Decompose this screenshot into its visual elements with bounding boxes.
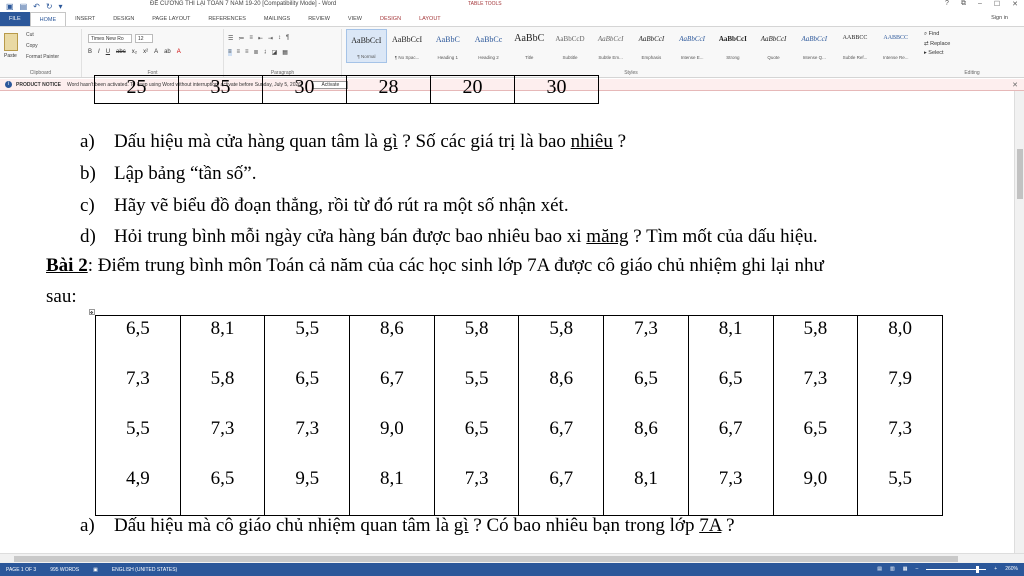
style-name: Subtle Ref... (842, 55, 868, 60)
editing-label: Editing (964, 70, 980, 76)
font-format-row (88, 49, 181, 55)
style-name: Title (525, 55, 534, 60)
paragraph-row-2 (228, 49, 288, 56)
style-name: Subtitle (562, 55, 578, 60)
table-row (96, 316, 943, 366)
pilcrow-icon[interactable]: ¶ (285, 35, 290, 41)
table-cell[interactable]: 30 (515, 76, 599, 104)
proofing-icon[interactable]: ▣ (93, 566, 98, 573)
table-cell[interactable]: 8,1 (180, 316, 265, 366)
paragraph-row-1 (228, 35, 289, 42)
style-intense-emphasis[interactable] (672, 29, 713, 63)
table-cell[interactable]: 6,7 (350, 366, 435, 416)
multilevel-icon[interactable]: ≡ (249, 35, 253, 41)
text-run: : Điểm trung bình môn Toán cả năm của các học sinh lớp 7A được cô giáo chủ nhiệm ghi lại như (87, 255, 824, 276)
italic-icon[interactable]: I (98, 49, 100, 55)
styles-label: Styles (624, 70, 638, 76)
tab-table-layout[interactable]: LAYOUT (419, 16, 441, 22)
style-sample: AaBbCcI (638, 35, 665, 43)
text-run: măng (586, 226, 629, 247)
style-title[interactable] (509, 29, 550, 63)
text-effects-icon[interactable]: A (154, 49, 159, 55)
tab-view[interactable]: VIEW (347, 16, 362, 22)
style-heading-2[interactable] (468, 29, 509, 63)
tab-table-design[interactable]: DESIGN (379, 16, 402, 22)
vertical-scroll-thumb[interactable] (1017, 149, 1023, 199)
editing-group (924, 31, 1020, 59)
table-row (96, 366, 943, 416)
table-cell[interactable]: 6,5 (96, 316, 181, 366)
list-label: c) (80, 195, 95, 216)
text-run: ? Số các giá trị là bao (397, 131, 571, 152)
tab-file[interactable]: FILE (0, 12, 30, 26)
table-cell[interactable]: 5,8 (180, 366, 265, 416)
ribbon-display-icon[interactable]: ⧉ (960, 0, 966, 7)
style-name: Strong (726, 55, 740, 60)
line-spacing-icon[interactable]: ↨ (263, 49, 267, 55)
style-name: Heading 2 (478, 55, 499, 60)
text-run: Hỏi trung bình mỗi ngày cửa hàng bán được bao nhiêu bao xi (114, 226, 587, 247)
style-sample: AaBbCcI (391, 35, 423, 44)
style-intense-quote[interactable] (794, 29, 835, 63)
undo-icon[interactable]: ↶ (33, 1, 40, 11)
table-cell[interactable]: 6,5 (434, 416, 519, 466)
text-run: Dấu hiệu mà cửa hàng quan tâm là (114, 131, 383, 152)
borders-icon[interactable]: ▦ (282, 50, 288, 56)
grades-table (95, 315, 943, 516)
style-sample: AaBbC (435, 35, 460, 44)
sort-icon[interactable]: ↕ (277, 35, 281, 41)
table-cell[interactable]: 25 (95, 76, 179, 104)
vertical-scrollbar[interactable] (1014, 91, 1024, 553)
table-cell[interactable]: 6,7 (519, 466, 604, 516)
select-label: Select (928, 50, 944, 56)
maximize-icon[interactable]: ☐ (993, 1, 1001, 8)
exercise-2-continuation: sau: (46, 286, 77, 307)
info-icon: i (5, 81, 12, 88)
text-run: Dấu hiệu mà cô giáo chủ nhiệm quan tâm là (114, 515, 454, 536)
table-row (95, 76, 599, 104)
table-cell[interactable]: 7,3 (96, 366, 181, 416)
text-run: gì (382, 131, 398, 152)
clipboard-label: Clipboard (29, 70, 52, 76)
select-icon: ▸ (924, 50, 929, 56)
subscript-icon[interactable]: x₂ (131, 49, 138, 55)
quick-access-toolbar (0, 2, 110, 11)
table-tools-label: TABLE TOOLS (468, 1, 502, 7)
cut-button[interactable]: Cut (26, 32, 34, 38)
text-run: Hãy vẽ biểu đồ đoạn thẳng, rồi từ đó rút ra một số nhận xét. (114, 195, 569, 216)
table-cell[interactable]: 5,5 (265, 316, 350, 366)
minimize-icon[interactable]: – (977, 0, 982, 7)
ribbon (0, 26, 1024, 78)
save-icon[interactable]: ▤ (19, 1, 28, 11)
table-cell[interactable]: 35 (179, 76, 263, 104)
style-normal[interactable] (346, 29, 387, 63)
text-run: nhiêu (570, 131, 613, 152)
tab-insert[interactable]: INSERT (75, 16, 96, 22)
font-group (82, 29, 224, 77)
paragraph-group (224, 29, 342, 77)
style-sample: AaBbCcI (351, 36, 382, 45)
exercise-title: Bài 2 (46, 255, 88, 276)
style-subtle-emphasis[interactable] (590, 29, 631, 63)
strikethrough-icon[interactable]: abc (116, 49, 126, 55)
style-name: Intense Re... (882, 55, 909, 60)
decrease-indent-icon[interactable]: ⇤ (257, 36, 263, 42)
sign-in-link[interactable]: Sign in (991, 15, 1008, 21)
status-bar (0, 563, 1024, 576)
style-emphasis[interactable] (631, 29, 672, 63)
question-2a (80, 515, 735, 537)
table-move-handle-icon[interactable]: ✥ (90, 310, 94, 315)
table-cell[interactable]: 7,3 (180, 416, 265, 466)
justify-icon[interactable]: ≣ (253, 50, 259, 56)
paste-icon[interactable] (4, 33, 18, 51)
web-layout-icon[interactable]: ▦ (902, 566, 908, 572)
table-cell[interactable]: 7,3 (688, 466, 773, 516)
close-icon[interactable]: ✕ (1012, 1, 1018, 8)
text-run: ? Có bao nhiêu bạn trong lớp (468, 515, 700, 536)
table-row (96, 466, 943, 516)
table-cell[interactable]: 9,0 (350, 416, 435, 466)
replace-button[interactable] (924, 41, 1020, 47)
read-mode-icon[interactable]: ▤ (877, 566, 883, 572)
list-label: a) (80, 131, 95, 152)
question-1a (80, 131, 626, 153)
redo-icon[interactable]: ↻ (45, 1, 53, 11)
style-intense-reference[interactable] (875, 29, 916, 63)
exercise-2-heading (46, 255, 824, 277)
table-cell[interactable]: 30 (263, 76, 347, 104)
copy-button[interactable]: Copy (26, 43, 38, 49)
text-run: ? Tìm mốt của dấu hiệu. (628, 226, 818, 247)
text-run: gì (453, 515, 469, 536)
style-strong[interactable] (712, 29, 753, 63)
list-label: b) (80, 163, 96, 184)
zoom-out-icon[interactable]: – (915, 566, 919, 572)
style-sample: AaBbCcI (679, 35, 705, 43)
find-button[interactable] (924, 31, 1020, 38)
table-cell[interactable]: 8,1 (688, 316, 773, 366)
style-heading-1[interactable] (427, 29, 468, 63)
table-row (96, 416, 943, 466)
ribbon-tabs (0, 12, 1024, 26)
tab-page-layout[interactable]: PAGE LAYOUT (152, 16, 191, 22)
question-1b (80, 163, 256, 185)
zoom-level[interactable]: 260% (1005, 566, 1018, 572)
style-sample: AaBbC (514, 33, 545, 44)
activate-button[interactable]: Activate (312, 81, 348, 89)
word-count[interactable]: 995 WORDS (50, 566, 80, 573)
style-no-spacing[interactable] (387, 29, 428, 63)
styles-gallery (346, 29, 916, 65)
window-controls (945, 0, 1018, 8)
table-cell[interactable]: 6,5 (688, 366, 773, 416)
notice-text: Word hasn't been activated. To keep using Word without interruption, activate before Sunday, July 5, 2026. (67, 81, 303, 88)
notice-title: PRODUCT NOTICE (16, 81, 61, 88)
style-sample: AABBCC (883, 35, 909, 41)
horizontal-scrollbar[interactable] (0, 553, 1024, 563)
find-icon: ⌕ (924, 31, 929, 37)
style-quote[interactable] (753, 29, 794, 63)
text-run: 7A (699, 515, 722, 536)
bullets-icon[interactable]: ☰ (228, 36, 234, 42)
style-name: ¶ Normal (357, 54, 376, 59)
style-name: Intense E... (680, 55, 704, 60)
table-cell[interactable]: 7,3 (858, 416, 943, 466)
previous-data-table (94, 75, 599, 104)
font-label: Font (147, 70, 158, 76)
table-cell[interactable]: 7,3 (265, 416, 350, 466)
table-cell[interactable]: 4,9 (96, 466, 181, 516)
paragraph-label: Paragraph (270, 70, 295, 76)
highlight-icon[interactable]: ab (164, 49, 171, 55)
zoom-slider[interactable] (926, 569, 986, 570)
question-1c (80, 195, 569, 217)
table-cell[interactable]: 6,5 (265, 366, 350, 416)
document-title: ĐỀ CƯƠNG THI LẠI TOÁN 7 NĂM 19-20 [Compatibility Mode] - Word (150, 1, 337, 7)
font-size-select[interactable]: 12 (135, 34, 153, 43)
tab-mailings[interactable]: MAILINGS (263, 16, 291, 22)
text-run: Lập bảng “tần số”. (114, 163, 257, 184)
table-cell[interactable]: 5,8 (519, 316, 604, 366)
font-color-icon[interactable]: A (176, 49, 181, 55)
shading-icon[interactable]: ◪ (271, 50, 278, 56)
table-cell[interactable]: 8,6 (519, 366, 604, 416)
select-button[interactable] (924, 50, 1020, 56)
find-label: Find (928, 31, 940, 37)
clipboard-group (0, 29, 82, 77)
table-cell[interactable]: 7,3 (604, 316, 689, 366)
text-run: ? (721, 515, 735, 536)
tab-references[interactable]: REFERENCES (208, 16, 246, 22)
tab-home[interactable]: HOME (30, 12, 67, 26)
tab-design[interactable]: DESIGN (113, 16, 135, 22)
bold-icon[interactable]: B (88, 49, 93, 55)
table-cell[interactable]: 5,5 (96, 416, 181, 466)
list-label: d) (80, 226, 96, 247)
table-cell[interactable]: 7,3 (434, 466, 519, 516)
increase-indent-icon[interactable]: ⇥ (267, 36, 273, 42)
underline-icon[interactable]: U (105, 49, 111, 55)
table-cell[interactable]: 28 (347, 76, 431, 104)
numbering-icon[interactable]: ≔ (238, 36, 245, 42)
question-1d (80, 226, 818, 248)
superscript-icon[interactable]: x² (143, 49, 149, 55)
customize-qat-icon[interactable]: ▾ (58, 1, 63, 11)
style-sample: AaBbCcI (718, 35, 747, 43)
table-cell[interactable]: 6,7 (519, 416, 604, 466)
word-logo-icon: ▣ (6, 1, 14, 11)
table-cell[interactable]: 5,5 (434, 366, 519, 416)
align-right-icon[interactable]: ≡ (245, 49, 249, 55)
style-name: Emphasis (641, 55, 662, 60)
table-cell[interactable]: 8,0 (858, 316, 943, 366)
table-cell[interactable]: 7,3 (773, 366, 858, 416)
style-sample: AaBbCcI (760, 35, 787, 43)
style-name: ¶ No Spac... (394, 55, 420, 60)
table-cell[interactable]: 8,6 (350, 316, 435, 366)
zoom-in-icon[interactable]: + (994, 566, 998, 572)
table-cell[interactable]: 6,5 (180, 466, 265, 516)
page-count[interactable]: PAGE 1 OF 3 (6, 566, 37, 573)
style-sample: AABBCC (842, 35, 868, 41)
paste-button[interactable]: Paste (4, 53, 17, 59)
table-cell[interactable]: 9,0 (773, 466, 858, 516)
style-name: Intense Q... (802, 55, 826, 60)
table-cell[interactable]: 6,5 (773, 416, 858, 466)
table-cell[interactable]: 20 (431, 76, 515, 104)
table-cell[interactable]: 5,5 (858, 466, 943, 516)
style-name: Heading 1 (437, 55, 459, 60)
table-cell[interactable]: 5,8 (773, 316, 858, 366)
close-notice-icon[interactable]: ✕ (1012, 82, 1018, 89)
align-left-icon[interactable]: ≡ (228, 49, 232, 55)
font-family-select[interactable]: Times New Ro (88, 34, 132, 43)
replace-label: Replace (930, 41, 951, 47)
table-cell[interactable]: 5,8 (434, 316, 519, 366)
zoom-slider-knob[interactable] (976, 566, 979, 573)
table-cell[interactable]: 9,5 (265, 466, 350, 516)
table-cell[interactable]: 6,7 (688, 416, 773, 466)
help-icon[interactable]: ? (945, 0, 949, 7)
style-subtitle[interactable] (550, 29, 591, 63)
view-controls (877, 566, 1018, 572)
style-sample: AaBbCcI (801, 35, 828, 43)
align-center-icon[interactable]: ≡ (236, 49, 241, 55)
horizontal-scroll-thumb[interactable] (14, 556, 958, 562)
text-run: ? (612, 131, 627, 152)
replace-icon: ⇄ (924, 41, 931, 47)
table-cell[interactable]: 8,1 (604, 466, 689, 516)
table-cell[interactable]: 8,6 (604, 416, 689, 466)
style-sample: AaBbCcI (597, 35, 624, 43)
title-bar (0, 0, 1024, 12)
table-cell[interactable]: 6,5 (604, 366, 689, 416)
style-subtle-reference[interactable] (835, 29, 876, 63)
style-name: Quote (767, 55, 780, 60)
list-label: a) (80, 515, 95, 536)
table-cell[interactable]: 7,9 (858, 366, 943, 416)
style-sample: AaBbCcD (555, 35, 585, 43)
style-name: Subtle Em... (598, 55, 623, 60)
print-layout-icon[interactable]: ▥ (890, 566, 895, 572)
language-status[interactable]: ENGLISH (UNITED STATES) (111, 566, 178, 573)
style-sample: AaBbCc (474, 35, 503, 44)
tab-review[interactable]: REVIEW (308, 16, 330, 22)
format-painter-button[interactable]: Format Painter (26, 54, 60, 60)
table-cell[interactable]: 8,1 (350, 466, 435, 516)
